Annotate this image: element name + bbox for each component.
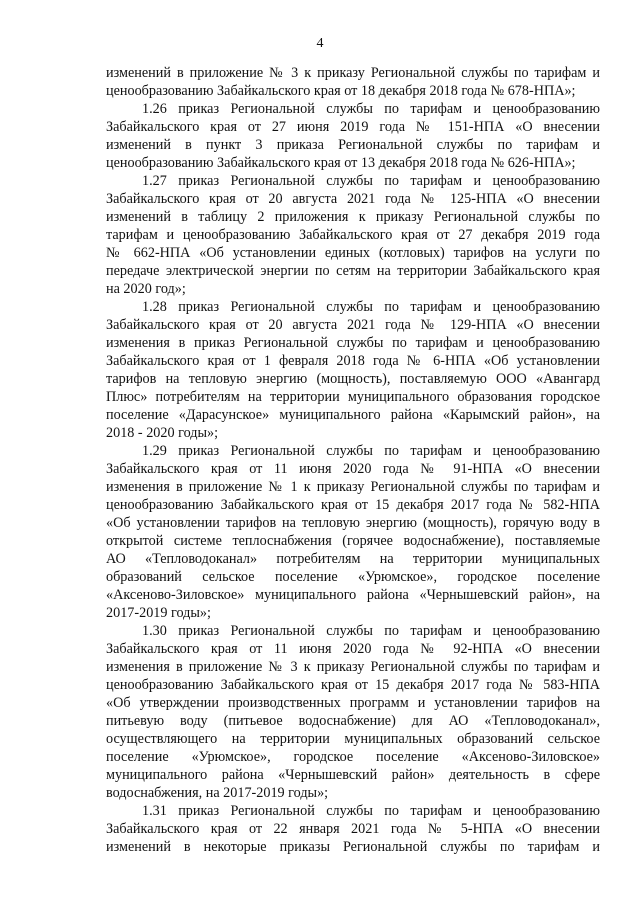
text-line: ценообразованию Забайкальского края от 13 декабря 2018 года № 626-НПА»; — [106, 155, 576, 171]
text-line: осуществляющего на территории муниципальных образований сельское — [106, 731, 600, 747]
text-line: «Об утверждении производственных программ и установлении тарифов на — [106, 695, 600, 711]
text-line: 1.26 приказ Региональной службы по тарифам и ценообразованию — [142, 101, 600, 117]
text-line: 1.27 приказ Региональной службы по тарифам и ценообразованию — [142, 173, 600, 189]
text-line: водоснабжения, на 2017-2019 годы»; — [106, 785, 329, 801]
text-line: Забайкальского края от 1 февраля 2018 года № 6-НПА «Об установлении — [106, 353, 600, 369]
text-line: изменения в приказ Региональной службы по тарифам и ценообразованию — [106, 335, 600, 351]
text-line: муниципального района «Чернышевский район» деятельность в сфере — [106, 767, 600, 783]
text-line: тарифов на тепловую энергию (мощность), поставляемую ООО «Авангард — [106, 371, 600, 387]
text-line: образований сельское поселение «Урюмское», городское поселение — [106, 569, 600, 585]
text-line: Забайкальского края от 20 августа 2021 года № 125-НПА «О внесении — [106, 191, 600, 207]
text-line: изменения в приложение № 3 к приказу Региональной службы по тарифам и — [106, 659, 600, 675]
text-line: питьевую воду (питьевое водоснабжение) для АО «Тепловодоканал», — [106, 713, 600, 729]
text-line: 2017-2019 годы»; — [106, 605, 211, 621]
text-line: тарифам и ценообразованию Забайкальского края от 27 декабря 2019 года — [106, 227, 600, 243]
text-line: 1.29 приказ Региональной службы по тарифам и ценообразованию — [142, 443, 600, 459]
text-line: «Об установлении тарифов на тепловую энергию (мощность), горячую воду в — [106, 515, 600, 531]
text-line: ценообразованию Забайкальского края от 15 декабря 2017 года № 582-НПА — [106, 497, 600, 513]
document-body — [106, 64, 600, 856]
text-line: поселение «Дарасунское» муниципального района «Карымский район», на — [106, 407, 600, 423]
text-line: открытой системе теплоснабжения (горячее водоснабжение), поставляемые — [106, 533, 600, 549]
text-line: АО «Тепловодоканал» потребителям на территории муниципальных — [106, 551, 600, 567]
text-line: 1.31 приказ Региональной службы по тарифам и ценообразованию — [142, 803, 600, 819]
text-line: Забайкальского края от 20 августа 2021 года № 129-НПА «О внесении — [106, 317, 600, 333]
text-line: № 662-НПА «Об установлении единых (котловых) тарифов на услуги по — [106, 245, 600, 261]
text-line: Забайкальского края от 11 июня 2020 года № 92-НПА «О внесении — [106, 641, 600, 657]
page-number: 4 — [316, 36, 324, 51]
text-line: изменений в таблицу 2 приложения к приказу Региональной службы по — [106, 209, 600, 225]
text-line: 1.30 приказ Региональной службы по тарифам и ценообразованию — [142, 623, 600, 639]
text-line: изменений в некоторые приказы Региональной службы по тарифам и — [106, 839, 600, 855]
text-line: изменений в пункт 3 приказа Региональной службы по тарифам и — [106, 137, 600, 153]
text-line: изменения в приложение № 1 к приказу Региональной службы по тарифам и — [106, 479, 600, 495]
text-line: Плюс» потребителям на территории муниципального образования городское — [106, 389, 600, 405]
text-line: поселение «Урюмское», городское поселение «Аксеново-Зиловское» — [106, 749, 600, 765]
text-line: передаче электрической энергии по сетям на территории Забайкальского края — [106, 263, 600, 279]
text-line: 2018 - 2020 годы»; — [106, 425, 219, 441]
text-line: изменений в приложение № 3 к приказу Региональной службы по тарифам и — [106, 65, 600, 81]
text-line: «Аксеново-Зиловское» муниципального района «Чернышевский район», на — [106, 587, 600, 603]
text-line: 1.28 приказ Региональной службы по тарифам и ценообразованию — [142, 299, 600, 315]
text-line: ценообразованию Забайкальского края от 15 декабря 2017 года № 583-НПА — [106, 677, 600, 693]
text-line: Забайкальского края от 27 июня 2019 года № 151-НПА «О внесении — [106, 119, 600, 135]
text-line: на 2020 год»; — [106, 281, 186, 297]
text-line: Забайкальского края от 22 января 2021 года № 5-НПА «О внесении — [106, 821, 600, 837]
text-line: ценообразованию Забайкальского края от 18 декабря 2018 года № 678-НПА»; — [106, 83, 576, 99]
text-line: Забайкальского края от 11 июня 2020 года № 91-НПА «О внесении — [106, 461, 600, 477]
